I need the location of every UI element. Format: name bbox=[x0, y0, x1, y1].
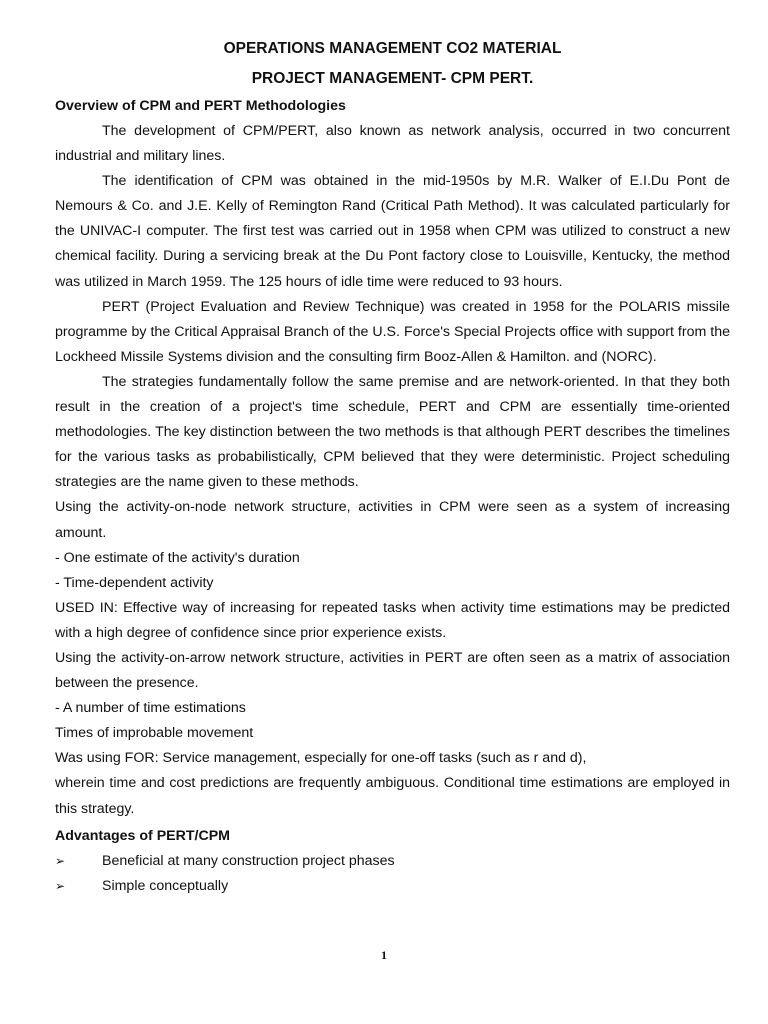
page-number: 1 bbox=[381, 948, 387, 962]
pert-predictions-text: wherein time and cost predictions are frequently ambiguous. Conditional time estimations are employed in this strategy. bbox=[55, 775, 730, 817]
document-title-line-2: PROJECT MANAGEMENT- CPM PERT. bbox=[251, 70, 534, 87]
advantage-text: Simple conceptually bbox=[102, 878, 229, 895]
cpm-used-in-text: USED IN: Effective way of increasing for repeated tasks when activity time estimations may be predicted with a high degree of confidence since prior experience exists. bbox=[55, 599, 730, 641]
paragraph-strategies: The strategies fundamentally follow the same premise and are network-oriented. In that they both result in the creation of a project's time schedule, PERT and CPM are essentially time-oriented methodologies. The key distinction between the two methods is that although PERT describes the timelines for the various tasks as probabilistically, CPM believed that they were deterministic. Project scheduling strategies are the name given to these methods. bbox=[55, 373, 730, 491]
arrow-bullet-icon: ➢ bbox=[55, 879, 66, 894]
pert-used-for-text: Was using FOR: Service management, especially for one-off tasks (such as r and d), bbox=[55, 750, 587, 767]
list-item bbox=[55, 849, 730, 875]
paragraph-pert-origin: PERT (Project Evaluation and Review Technique) was created in 1958 for the POLARIS missile programme by the Critical Appraisal Branch of the U.S. Force's Special Projects office with support from the Lockheed Missile Systems division and the consulting firm Booz-Allen & Hamilton. and (NORC). bbox=[55, 298, 730, 365]
arrow-bullet-icon: ➢ bbox=[55, 853, 66, 868]
document-title-line-1: OPERATIONS MANAGEMENT CO2 MATERIAL bbox=[223, 40, 562, 57]
advantage-text: Beneficial at many construction project phases bbox=[102, 852, 395, 869]
cpm-time-item: - Time-dependent activity bbox=[55, 574, 214, 591]
cpm-estimate-item: - One estimate of the activity's duration bbox=[55, 549, 300, 566]
cpm-structure-text: Using the activity-on-node network structure, activities in CPM were seen as a system of increasing amount. bbox=[55, 499, 730, 541]
list-item bbox=[55, 874, 730, 900]
pert-estimations-item: - A number of time estimations bbox=[55, 700, 246, 717]
pert-structure-text: Using the activity-on-arrow network structure, activities in PERT are often seen as a matrix of association between the presence. bbox=[55, 649, 730, 692]
paragraph-cpm-origin: The identification of CPM was obtained in the mid-1950s by M.R. Walker of E.I.Du Pont de Nemours & Co. and J.E. Kelly of Remington Rand (Critical Path Method). It was calculated particularly for the UNIVAC-I computer. The first test was carried out in 1958 when CPM was utilized to construct a new chemical facility. During a servicing break at the Du Pont factory close to Louisville, Kentucky, the method was utilized in March 1959. The 125 hours of idle time were reduced to 93 hours. bbox=[55, 173, 730, 290]
paragraph-development: The development of CPM/PERT, also known as network analysis, occurred in two concurrent industrial and military lines. bbox=[55, 123, 730, 165]
pert-movement-text: Times of improbable movement bbox=[55, 725, 254, 742]
advantages-heading: Advantages of PERT/CPM bbox=[55, 827, 231, 844]
overview-heading: Overview of CPM and PERT Methodologies bbox=[55, 98, 346, 114]
